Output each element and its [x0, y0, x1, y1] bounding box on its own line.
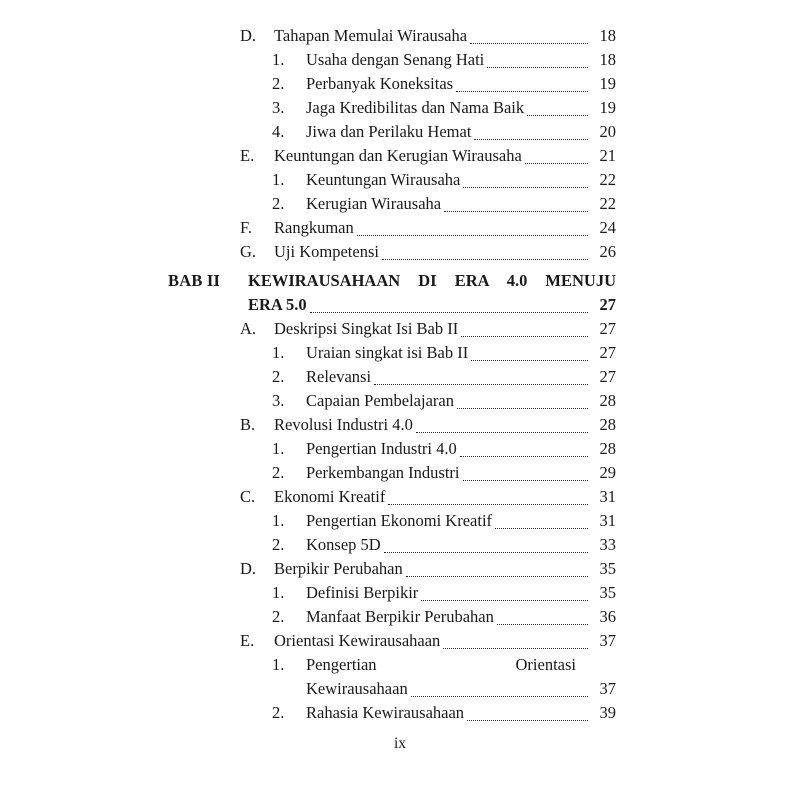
toc-entry [168, 48, 616, 72]
toc-entry-marker: E. [240, 146, 255, 165]
toc-entry [168, 485, 616, 509]
dot-leader [463, 480, 588, 481]
dot-leader [374, 384, 588, 385]
dot-leader [495, 528, 588, 529]
chapter-title-line-1: KEWIRAUSAHAAN DI ERA 4.0 MENUJU [248, 271, 616, 290]
toc-entry-page-number: 27 [599, 367, 616, 386]
toc-entry-marker: 1. [272, 343, 285, 362]
toc-entry-title: Deskripsi Singkat Isi Bab II [274, 319, 459, 338]
toc-section-before-chapter [168, 24, 616, 264]
toc-entry-title: Capaian Pembelajaran [306, 391, 454, 410]
dot-leader [474, 139, 588, 140]
toc-entry-title: Uji Kompetensi [274, 242, 379, 261]
dot-leader [411, 696, 588, 697]
toc-entry-title: Konsep 5D [306, 535, 381, 554]
toc-entry [168, 144, 616, 168]
toc-entry-title: Rangkuman [274, 218, 354, 237]
toc-entry-marker: 2. [272, 535, 285, 554]
toc-entry [168, 317, 616, 341]
toc-entry-title: Usaha dengan Senang Hati [306, 50, 485, 69]
toc-entry [168, 413, 616, 437]
dot-leader [457, 408, 588, 409]
toc-entry-marker: D. [240, 26, 257, 45]
toc-entry [168, 581, 616, 605]
toc-entry-marker: 1. [272, 170, 285, 189]
dot-leader [382, 259, 588, 260]
toc-entry-wrapped-line-2 [272, 677, 616, 701]
toc-entry-title-part-1: Pengertian [306, 655, 377, 674]
toc-entry-page-number: 37 [599, 679, 616, 698]
toc-entry [168, 509, 616, 533]
toc-entry-marker: 2. [272, 607, 285, 626]
dot-leader [384, 552, 588, 553]
toc-entry [168, 461, 616, 485]
dot-leader [497, 624, 588, 625]
toc-entry-page-number: 28 [599, 415, 616, 434]
toc-entry [168, 24, 616, 48]
toc-entry [168, 629, 616, 653]
toc-entry-page-number: 27 [599, 319, 616, 338]
toc-entry-title: Pengertian Industri 4.0 [306, 439, 457, 458]
toc-entry-page-number: 28 [599, 439, 616, 458]
toc-entry-title: Relevansi [306, 367, 372, 386]
toc-entry-page-number: 37 [599, 631, 616, 650]
dot-leader [461, 336, 588, 337]
toc-entry-title: Rahasia Kewirausahaan [306, 703, 465, 722]
toc-entry-title: Orientasi Kewirausahaan [274, 631, 441, 650]
toc-entry-title: Berpikir Perubahan [274, 559, 403, 578]
toc-entry-page-number: 33 [599, 535, 616, 554]
toc-entry-title: Keuntungan Wirausaha [306, 170, 461, 189]
toc-entry [168, 192, 616, 216]
toc-entry-page-number: 29 [599, 463, 616, 482]
chapter-heading-bab-2 [168, 269, 616, 317]
toc-entry-title: Manfaat Berpikir Perubahan [306, 607, 494, 626]
toc-entry [168, 365, 616, 389]
page-folio: ix [393, 735, 407, 752]
dot-leader [443, 648, 588, 649]
toc-entry-marker: A. [240, 319, 257, 338]
toc-entry-page-number: 22 [599, 170, 616, 189]
toc-entry-page-number: 21 [599, 146, 616, 165]
toc-entry-marker: 2. [272, 367, 285, 386]
toc-entry-marker: 1. [272, 511, 285, 530]
toc-entry-page-number: 36 [599, 607, 616, 626]
toc-entry-marker: 1. [272, 655, 285, 674]
toc-entry [168, 389, 616, 413]
toc-entry-page-number: 27 [599, 343, 616, 362]
toc-entry [168, 120, 616, 144]
toc-entry-title: Kerugian Wirausaha [306, 194, 442, 213]
toc-entry-marker: E. [240, 631, 255, 650]
toc-entry-page-number: 19 [599, 98, 616, 117]
toc-entry-marker: B. [240, 415, 256, 434]
toc-entry-marker: 2. [272, 194, 285, 213]
dot-leader [527, 115, 588, 116]
toc-entry-wrapped [168, 653, 616, 701]
chapter-title-line-2-row [248, 293, 616, 317]
chapter-title-block [248, 269, 616, 317]
toc-entry-title: Perkembangan Industri [306, 463, 460, 482]
toc-entry-title-justified [306, 653, 616, 677]
toc-entry [168, 701, 616, 725]
toc-entry [168, 437, 616, 461]
toc-entry-title: Jaga Kredibilitas dan Nama Baik [306, 98, 525, 117]
toc-entry-page-number: 20 [599, 122, 616, 141]
dot-leader [460, 456, 588, 457]
dot-leader [456, 91, 588, 92]
toc-entry [168, 341, 616, 365]
dot-leader [470, 43, 588, 44]
toc-entry-title: Keuntungan dan Kerugian Wirausaha [274, 146, 522, 165]
toc-entry-page-number: 22 [599, 194, 616, 213]
toc-entry-title: Perbanyak Koneksitas [306, 74, 454, 93]
toc-entry-marker: 1. [272, 439, 285, 458]
toc-section-final [168, 701, 616, 725]
dot-leader [525, 163, 588, 164]
chapter-label: BAB II [168, 271, 221, 290]
toc-entry-page-number: 28 [599, 391, 616, 410]
toc-entry-marker: F. [240, 218, 252, 237]
table-of-contents [168, 24, 616, 725]
dot-leader [388, 504, 588, 505]
toc-entry-marker: 1. [272, 50, 285, 69]
dot-leader [487, 67, 588, 68]
toc-entry-title: Tahapan Memulai Wirausaha [274, 26, 468, 45]
dot-leader [463, 187, 588, 188]
toc-entry-page-number: 19 [599, 74, 616, 93]
toc-entry-title: Definisi Berpikir [306, 583, 419, 602]
toc-entry [168, 240, 616, 264]
toc-entry-page-number: 26 [599, 242, 616, 261]
toc-entry-wrapped-line-1 [272, 653, 616, 677]
toc-entry-page-number: 18 [599, 50, 616, 69]
toc-entry-page-number: 35 [599, 559, 616, 578]
toc-entry-marker: 4. [272, 122, 285, 141]
toc-entry-page-number: 39 [599, 703, 616, 722]
toc-section-after-chapter [168, 317, 616, 653]
toc-entry-title: Pengertian Ekonomi Kreatif [306, 511, 493, 530]
toc-entry-marker: 3. [272, 391, 285, 410]
dot-leader [444, 211, 588, 212]
toc-entry-marker: 2. [272, 703, 285, 722]
toc-entry-page-number: 24 [599, 218, 616, 237]
toc-entry-title: Uraian singkat isi Bab II [306, 343, 469, 362]
toc-entry-title: Ekonomi Kreatif [274, 487, 386, 506]
toc-entry [168, 72, 616, 96]
chapter-page-number: 27 [599, 295, 616, 314]
toc-entry [168, 533, 616, 557]
toc-entry-marker: 3. [272, 98, 285, 117]
dot-leader [416, 432, 588, 433]
toc-entry [168, 216, 616, 240]
toc-entry [168, 96, 616, 120]
toc-entry-page-number: 31 [599, 511, 616, 530]
toc-entry-marker: G. [240, 242, 257, 261]
dot-leader [471, 360, 588, 361]
toc-entry [168, 605, 616, 629]
toc-entry-page-number: 18 [599, 26, 616, 45]
toc-entry [168, 168, 616, 192]
toc-entry-marker: 2. [272, 463, 285, 482]
dot-leader [357, 235, 588, 236]
dot-leader [421, 600, 588, 601]
toc-entry-marker: C. [240, 487, 256, 506]
dot-leader [467, 720, 588, 721]
toc-entry [168, 557, 616, 581]
toc-entry-title: Revolusi Industri 4.0 [274, 415, 413, 434]
dot-leader [406, 576, 588, 577]
toc-entry-title-part-3: Kewirausahaan [306, 679, 408, 698]
toc-entry-marker: D. [240, 559, 257, 578]
toc-entry-marker: 1. [272, 583, 285, 602]
dot-leader [310, 312, 588, 313]
toc-entry-title: Jiwa dan Perilaku Hemat [306, 122, 472, 141]
chapter-title-line-2: ERA 5.0 [248, 295, 307, 314]
toc-entry-marker: 2. [272, 74, 285, 93]
toc-entry-page-number: 31 [599, 487, 616, 506]
toc-entry-page-number: 35 [599, 583, 616, 602]
toc-entry-title-part-2: Orientasi [515, 655, 576, 674]
